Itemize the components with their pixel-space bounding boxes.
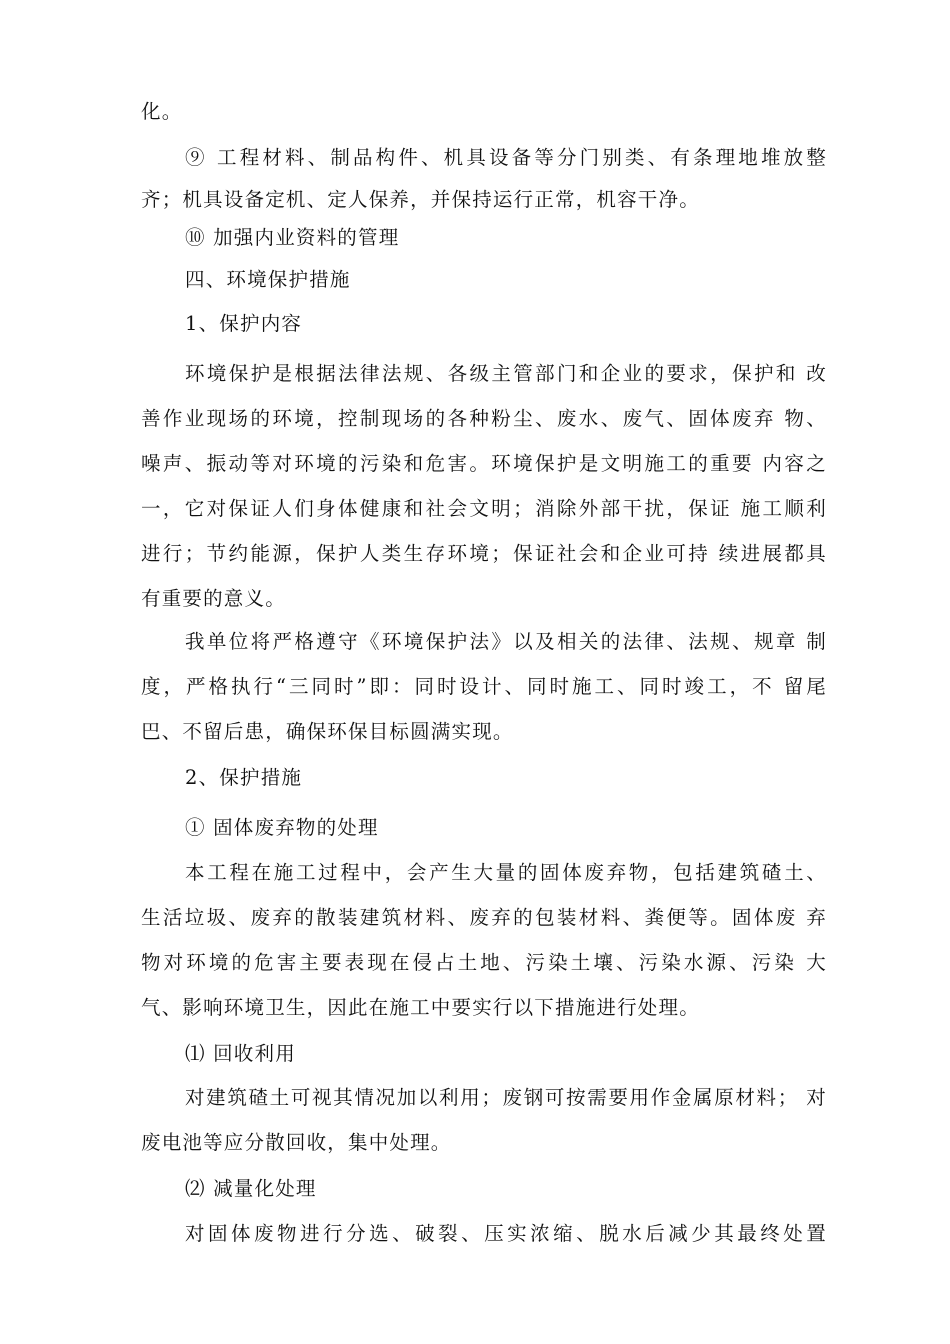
text-line: 四、环境保护措施 <box>185 268 351 291</box>
text-line: 化。 <box>141 100 183 123</box>
text-line: 一，它对保证人们身体健康和社会文明；消除外部干扰，保证 施工顺利 <box>141 497 827 520</box>
text-line: 废电池等应分散回收，集中处理。 <box>141 1131 452 1154</box>
text-line: 有重要的意义。 <box>141 587 286 610</box>
text-line: ⑨ 工程材料、制品构件、机具设备等分门别类、有条理地堆放整 <box>185 146 827 169</box>
text-line: 本工程在施工过程中，会产生大量的固体废弃物，包括建筑碴土、 <box>185 861 827 884</box>
text-line: 生活垃圾、废弃的散装建筑材料、废弃的包装材料、粪便等。固体废 弃 <box>141 906 827 929</box>
text-line: 齐；机具设备定机、定人保养，并保持运行正常，机容干净。 <box>141 188 700 211</box>
text-line: ⑩ 加强内业资料的管理 <box>185 226 400 249</box>
text-line: 1、保护内容 <box>185 312 303 335</box>
text-line: 度，严格执行“三同时”即：同时设计、同时施工、同时竣工，不 留尾 <box>141 675 827 698</box>
text-line: 2、保护措施 <box>185 766 303 789</box>
text-line: 对固体废物进行分选、破裂、压实浓缩、脱水后减少其最终处置 <box>185 1222 827 1245</box>
text-line: 噪声、振动等对环境的污染和危害。环境保护是文明施工的重要 内容之 <box>141 452 827 475</box>
text-line: 气、影响环境卫生，因此在施工中要实行以下措施进行处理。 <box>141 996 700 1019</box>
text-line: 对建筑碴土可视其情况加以利用；废钢可按需要用作金属原材料； 对 <box>185 1086 827 1109</box>
text-line: ⑵ 减量化处理 <box>185 1177 317 1200</box>
text-line: 物对环境的危害主要表现在侵占土地、污染土壤、污染水源、污染 大 <box>141 951 827 974</box>
text-line: 进行；节约能源，保护人类生存环境；保证社会和企业可持 续进展都具 <box>141 542 827 565</box>
text-line: ⑴ 回收利用 <box>185 1042 296 1065</box>
text-line: 我单位将严格遵守《环境保护法》以及相关的法律、法规、规章 制 <box>185 630 827 653</box>
text-line: 巴、不留后患，确保环保目标圆满实现。 <box>141 720 514 743</box>
text-line: 环境保护是根据法律法规、各级主管部门和企业的要求，保护和 改 <box>185 362 827 385</box>
text-line: 善作业现场的环境，控制现场的各种粉尘、废水、废气、固体废弃 物、 <box>141 407 827 430</box>
text-line: ① 固体废弃物的处理 <box>185 816 379 839</box>
